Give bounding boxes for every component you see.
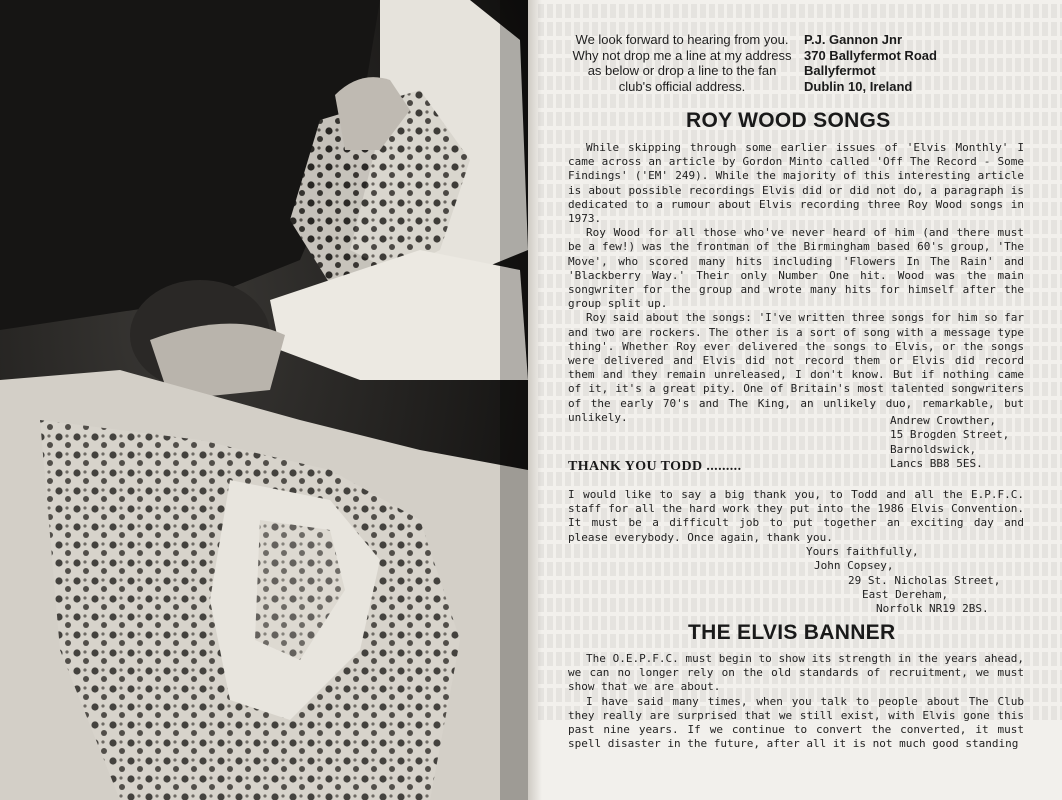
paragraph: I have said many times, when you talk to people about The Club they really are surprised that we still exist, with Elvis gone this past nine years. If we continue to convert the converted, it must spell disaster in the future, after all it is not much good standing (568, 694, 1024, 751)
paragraph: While skipping through some earlier issues of 'Elvis Monthly' I came across an article by Gordon Minto called 'Off The Record - Some Findings' ('EM' 249). While the majority of this interesting article is about possible recordings Elvis did or did not do, a paragraph is dedicated to a rumour about Elvis recording three Roy Wood songs in 1973. (568, 141, 1024, 226)
address-line: Dublin 10, Ireland (804, 78, 913, 94)
signature-andrew-crowther (890, 414, 1009, 471)
signature-line: Norfolk NR19 2BS. (876, 602, 989, 616)
magazine-page (528, 0, 1062, 800)
article-elvis-banner (568, 652, 1024, 751)
signature-line: 29 St. Nicholas Street, (848, 573, 1001, 587)
address-line: P.J. Gannon Jnr (804, 32, 903, 47)
paragraph: Roy Wood for all those who've never heard of him (and there must be a few!) was the frontman of the Birmingham based 60's group, 'The Move', who scored many hits including 'Flowers In The Rain' and 'Blackberry Way.' Their only Number One hit. Wood was the main songwriter for the group and wrote many hits for himself after the group split up. (568, 226, 1024, 311)
signature-line: Lancs BB8 5ES. (890, 456, 983, 470)
signature-line: East Dereham, (862, 587, 949, 601)
signature-line: Andrew Crowther, (890, 414, 996, 427)
intro-text: We look forward to hearing from you. Why not drop me a line at my address as below or drop a line to the fan club's official address. (572, 32, 792, 94)
signature-line: Barnoldswick, (890, 442, 977, 456)
section-title-roy-wood: ROY WOOD SONGS (686, 109, 891, 132)
paragraph: I would like to say a big thank you, to Todd and all the E.P.F.C. staff for all the hard work they put into the 1986 Elvis Convention. It must be a difficult job to put together an exciting day and please everybody. Once again, thank you. (568, 488, 1024, 544)
paragraph: The O.E.P.F.C. must begin to show its strength in the years ahead, we can no longer rely on the old standards of recruitment, we must show that we are about. (568, 652, 1024, 694)
postal-address (804, 32, 937, 94)
photo-elvis-stage (0, 0, 528, 800)
address-line: 370 Ballyfermot Road (804, 47, 937, 63)
section-title-thank-you-todd: THANK YOU TODD ......... (568, 459, 742, 474)
signature-john-copsey (806, 545, 1000, 616)
photo-illustration (0, 0, 528, 800)
signature-line: Yours faithfully, (806, 545, 919, 558)
signature-line: 15 Brogden Street, (890, 428, 1010, 442)
article-thank-you (568, 488, 1024, 545)
address-line: Ballyfermot (804, 63, 876, 78)
section-title-elvis-banner: THE ELVIS BANNER (688, 621, 896, 644)
paragraph: Roy said about the songs: 'I've written three songs for him so far and two are rockers. The other is a sort of song with a message type thing'. Whether Roy ever delivered the songs to Elvis, or the songs were delivered and Elvis did not record them or Elvis did record them and they remain unreleased, I don't know. But if nothing came of it, it's a great pity. One of Britain's most talented songwriters of the early 70's and The King, an unlikely duo, remarkable, but unlikely. (568, 311, 1024, 424)
article-roy-wood (568, 141, 1024, 425)
signature-line: John Copsey, (814, 559, 894, 573)
